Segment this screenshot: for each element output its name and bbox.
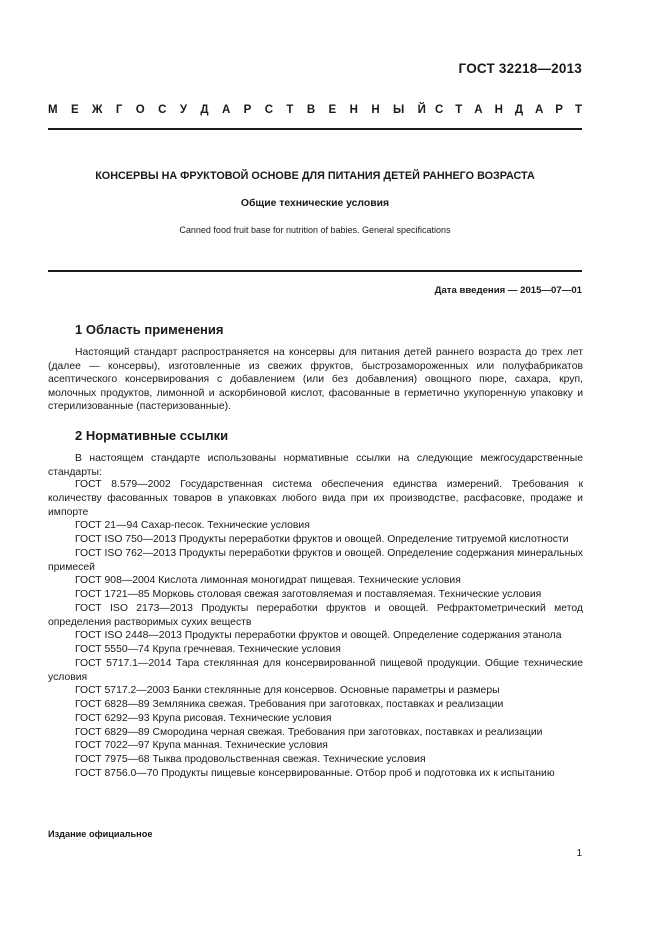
banner-letter: Т xyxy=(286,104,294,116)
banner-letter: Р xyxy=(243,104,252,116)
reference-item: ГОСТ 8.579—2002 Государственная система обеспечения единства измерений. Требования к количеству фасованных товаров в упаковках любого вида при их производстве, расфасовке, продаже и импорте xyxy=(48,479,583,518)
document-title: КОНСЕРВЫ НА ФРУКТОВОЙ ОСНОВЕ ДЛЯ ПИТАНИЯ ДЕТЕЙ РАННЕГО ВОЗРАСТА xyxy=(95,170,535,182)
reference-item: ГОСТ ISO 2173—2013 Продукты переработки фруктов и овощей. Рефрактометрический метод определения растворимых сухих веществ xyxy=(48,602,583,628)
introduction-date: Дата введения — 2015—07—01 xyxy=(434,285,582,296)
reference-item: ГОСТ 6829—89 Смородина черная свежая. Требования при заготовках, поставках и реализации xyxy=(75,726,543,738)
banner-letter: О xyxy=(135,104,145,116)
banner-letter: Р xyxy=(555,104,563,116)
document-code: ГОСТ 32218—2013 xyxy=(458,61,582,76)
reference-item: ГОСТ 1721—85 Морковь столовая свежая заготовляемая и поставляемая. Технические условия xyxy=(75,589,542,600)
interstate-standard-banner xyxy=(48,104,582,116)
banner-letter: Е xyxy=(328,104,337,116)
reference-item: ГОСТ 5717.1—2014 Тара стеклянная для консервированной пищевой продукции. Общие технические условия xyxy=(48,657,583,683)
official-edition-label: Издание официальное xyxy=(48,829,153,839)
banner-letter: М xyxy=(48,104,58,116)
reference-item: ГОСТ ISO 762—2013 Продукты переработки фруктов и овощей. Определение содержания минеральных примесей xyxy=(48,547,583,573)
english-title: Canned food fruit base for nutrition of babies. General specifications xyxy=(179,225,451,235)
banner-letter: Ж xyxy=(92,104,103,116)
reference-item: ГОСТ 908—2004 Кислота лимонная моногидрат пищевая. Технические условия xyxy=(75,575,461,587)
banner-letter: Й xyxy=(417,104,426,116)
references-intro xyxy=(48,452,583,479)
page-number: 1 xyxy=(576,848,582,859)
references-list xyxy=(48,478,583,781)
banner-letter: С xyxy=(158,104,167,116)
banner-letter: Д xyxy=(200,104,209,116)
reference-item: ГОСТ ISO 750—2013 Продукты переработки фруктов и овощей. Определение титруемой кислотности xyxy=(75,534,569,545)
banner-letter: А xyxy=(221,104,231,116)
references-intro-text: В настоящем стандарте использованы нормативные ссылки на следующие межгосударственные стандарты: xyxy=(48,453,583,478)
banner-letter: С xyxy=(264,104,274,116)
banner-letter: Е xyxy=(70,104,79,116)
section-heading-scope: 1 Область применения xyxy=(75,322,224,337)
banner-letter: Н xyxy=(371,104,380,116)
reference-item: ГОСТ ISO 2448—2013 Продукты переработки фруктов и овощей. Определение содержания этанола xyxy=(75,630,562,642)
reference-item: ГОСТ 5717.2—2003 Банки стеклянные для консервов. Основные параметры и размеры xyxy=(75,685,500,697)
banner-word-interstate xyxy=(48,104,426,116)
banner-letter: Н xyxy=(349,104,358,116)
reference-item: ГОСТ 7022—97 Крупа манная. Технические условия xyxy=(75,740,328,752)
banner-letter: А xyxy=(474,104,483,116)
banner-letter: У xyxy=(179,104,187,116)
banner-letter: А xyxy=(535,104,544,116)
banner-letter: Т xyxy=(574,104,582,116)
banner-letter: В xyxy=(306,104,316,116)
scope-text: Настоящий стандарт распространяется на консервы для питания детей раннего возраста до трех лет (далее — консервы), изготовленные из свежих фруктов, быстрозамороженных или полуфабрикатов асептического консервирования с добавлением (или без добавления) овощного пюре, сахара, круп, молочных продуктов, лимонной и аскорбиновой кислот, фасованные в герметично укупоренную упаковку и стерилизованные (пастеризованные). xyxy=(48,347,583,413)
banner-letter: Ы xyxy=(393,104,405,116)
banner-letter: Т xyxy=(455,104,463,116)
reference-item: ГОСТ 8756.0—70 Продукты пищевые консервированные. Отбор проб и подготовка их к испытанию xyxy=(75,767,555,779)
banner-letter: Н xyxy=(494,104,503,116)
title-rule xyxy=(48,270,582,272)
reference-item: ГОСТ 7975—68 Тыква продовольственная свежая. Технические условия xyxy=(75,754,426,765)
banner-letter: Д xyxy=(514,104,524,116)
reference-item: ГОСТ 6292—93 Крупа рисовая. Технические условия xyxy=(75,712,332,724)
header-rule xyxy=(48,128,582,130)
reference-item: ГОСТ 6828—89 Земляника свежая. Требования при заготовках, поставках и реализации xyxy=(75,699,504,710)
reference-item: ГОСТ 21—94 Сахар-песок. Технические условия xyxy=(75,520,310,532)
banner-letter: Г xyxy=(115,104,123,116)
reference-item: ГОСТ 5550—74 Крупа гречневая. Технические условия xyxy=(75,644,341,655)
section-heading-references: 2 Нормативные ссылки xyxy=(75,428,229,443)
banner-word-standard xyxy=(435,104,582,116)
banner-letter: С xyxy=(435,104,444,116)
document-subtitle: Общие технические условия xyxy=(240,198,390,209)
scope-paragraph xyxy=(48,346,583,414)
